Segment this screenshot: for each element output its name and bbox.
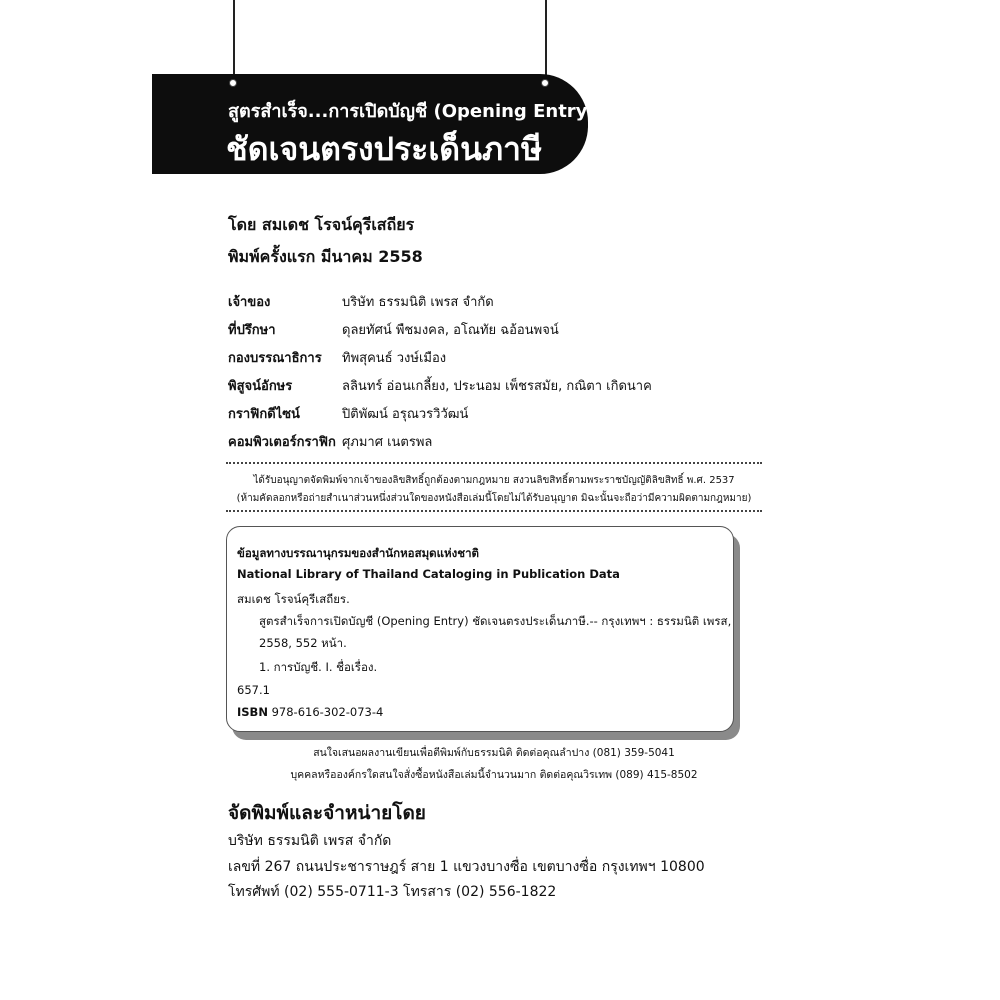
- book-title: ชัดเจนตรงประเด็นภาษี: [226, 130, 543, 168]
- copyright-notice-line1: ได้รับอนุญาตจัดพิมพ์จากเจ้าของลิขสิทธิ์ถูกต้องตามกฎหมาย สงวนลิขสิทธิ์ตามพระราชบัญญัติลิขสิทธิ์ พ.ศ. 2537: [253, 475, 735, 486]
- credit-value-advisor: ดุลยทัศน์ พืชมงคล, อโณทัย ฉอ้อนพจน์: [342, 323, 559, 338]
- cip-isbn: [237, 705, 383, 719]
- notice-divider-top: [226, 462, 762, 464]
- credit-value-owner: บริษัท ธรรมนิติ เพรส จำกัด: [342, 295, 494, 310]
- cip-isbn-value: 978-616-302-073-4: [271, 705, 384, 719]
- cip-pages-line: 2558, 552 หน้า.: [259, 636, 347, 650]
- banner-pin-right: [541, 79, 549, 87]
- copyright-notice-line2: (ห้ามคัดลอกหรือถ่ายสำเนาส่วนหนึ่งส่วนใดของหนังสือเล่มนี้โดยไม่ได้รับอนุญาต มิฉะนั้นจะถือว่ามีความผิดตามกฎหมาย): [236, 493, 752, 504]
- cip-isbn-label: ISBN: [237, 705, 268, 719]
- credit-value-graphic-design: ปิติพัฒน์ อรุณวรวิวัฒน์: [342, 407, 469, 422]
- publisher-name: บริษัท ธรรมนิติ เพรส จำกัด: [228, 833, 392, 849]
- credit-label-proofreading: พิสูจน์อักษร: [228, 379, 293, 394]
- banner-cord-left: [233, 0, 235, 82]
- credit-value-proofreading: ลลินทร์ อ่อนเกลี้ยง, ประนอม เพ็ชรสมัย, กณิตา เกิดนาค: [342, 379, 652, 394]
- publisher-phone: โทรศัพท์ (02) 555-0711-3 โทรสาร (02) 556-1822: [228, 884, 557, 900]
- contact-line-bulk-orders: บุคคลหรือองค์กรใดสนใจสั่งซื้อหนังสือเล่มนี้จำนวนมาก ติดต่อคุณวิรเทพ (089) 415-8502: [290, 769, 698, 781]
- notice-divider-bottom: [226, 510, 762, 512]
- contact-line-authors: สนใจเสนอผลงานเขียนเพื่อตีพิมพ์กับธรรมนิติ ติดต่อคุณลำปาง (081) 359-5041: [313, 747, 675, 759]
- banner-subtitle: สูตรสำเร็จ...การเปิดบัญชี (Opening Entry): [228, 101, 596, 122]
- credit-label-editorial: กองบรรณาธิการ: [228, 351, 322, 366]
- credit-label-computer-graphic: คอมพิวเตอร์กราฟิก: [228, 435, 336, 450]
- publisher-address: เลขที่ 267 ถนนประชาราษฎร์ สาย 1 แขวงบางซื่อ เขตบางซื่อ กรุงเทพฯ 10800: [228, 859, 705, 875]
- credit-value-computer-graphic: ศุภมาศ เนตรพล: [342, 435, 433, 450]
- cip-box: [226, 526, 734, 732]
- cip-classification: 657.1: [237, 683, 270, 697]
- cip-author: สมเดช โรจน์คุรีเสถียร.: [237, 592, 350, 606]
- cip-subject-line: 1. การบัญชี. I. ชื่อเรื่อง.: [259, 660, 378, 674]
- cip-heading-thai: ข้อมูลทางบรรณานุกรมของสำนักหอสมุดแห่งชาติ: [237, 546, 479, 560]
- publisher-heading: จัดพิมพ์และจำหน่ายโดย: [228, 802, 426, 824]
- credit-label-advisor: ที่ปรึกษา: [228, 323, 276, 338]
- credit-label-graphic-design: กราฟิกดีไซน์: [228, 407, 300, 422]
- credit-label-owner: เจ้าของ: [228, 295, 271, 310]
- credit-value-editorial: ทิพสุคนธ์ วงษ์เมือง: [342, 351, 447, 366]
- banner-cord-right: [545, 0, 547, 82]
- cip-heading-english: National Library of Thailand Cataloging in Publication Data: [237, 567, 620, 581]
- banner-pin-left: [229, 79, 237, 87]
- edition-line: พิมพ์ครั้งแรก มีนาคม 2558: [228, 247, 423, 266]
- cip-title-line: สูตรสำเร็จการเปิดบัญชี (Opening Entry) ชัดเจนตรงประเด็นภาษี.-- กรุงเทพฯ : ธรรมนิติ เพรส,: [259, 614, 732, 628]
- author-line: โดย สมเดช โรจน์คุรีเสถียร: [228, 215, 415, 234]
